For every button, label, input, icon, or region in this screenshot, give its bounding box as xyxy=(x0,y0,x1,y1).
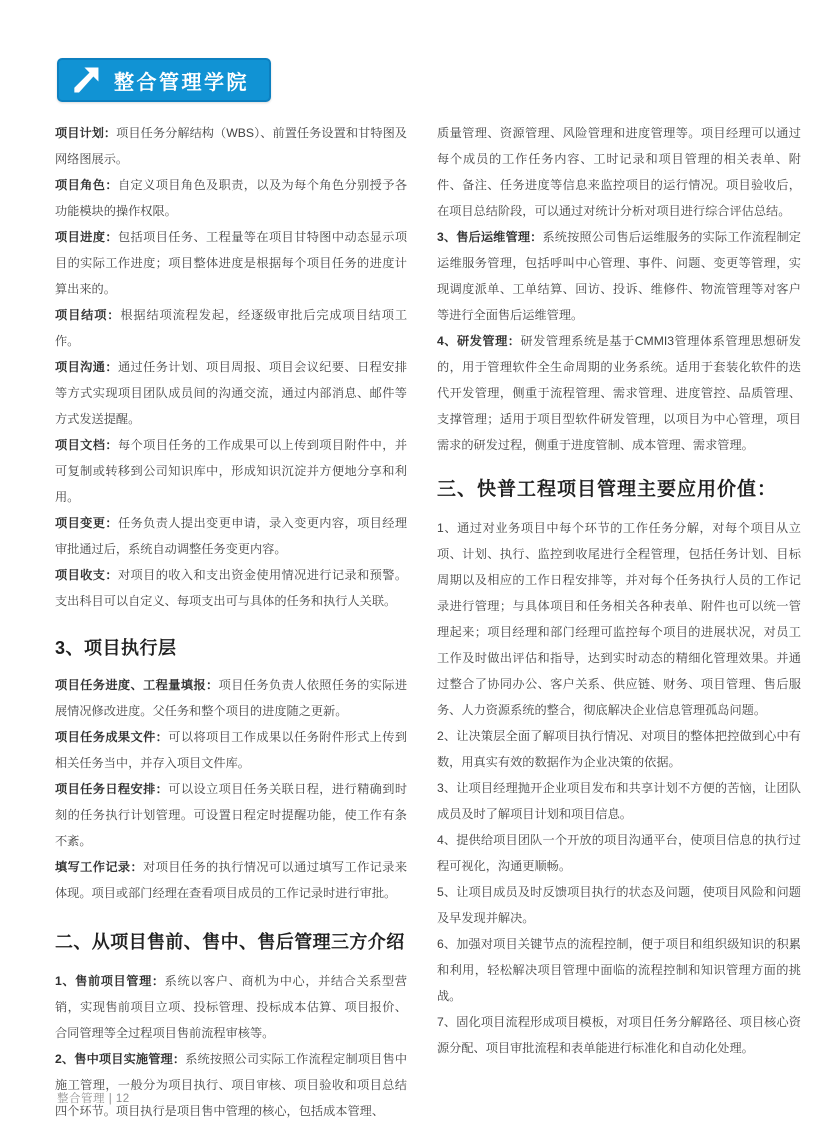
page-footer: 整合管理 | 12 xyxy=(57,1093,130,1105)
paragraph-text: 可以将项目工作成果以任务附件形式上传到相关任务当中，并存入项目文件库。 xyxy=(55,730,408,770)
paragraph-project-closeout xyxy=(55,302,407,354)
paragraph-label: 项目任务成果文件： xyxy=(55,730,169,744)
paragraph-text: 通过任务计划、项目周报、项目会议纪要、日程安排等方式实现项目团队成员间的沟通交流，通过内部消息、邮件等方式发送提醒。 xyxy=(55,360,408,426)
paragraph-text: 系统按照公司实际工作流程定制项目售中施工管理，一般分为项目执行、项目审核、项目验收和项目总结四个环节。项目执行是项目售中管理的核心，包括成本管理、 xyxy=(55,1052,408,1118)
brand-title: 整合管理学院 xyxy=(114,71,249,94)
paragraph-text: 每个项目任务的工作成果可以上传到项目附件中，并可复制或转移到公司知识库中，形成知识沉淀并方便地分享和利用。 xyxy=(55,438,408,504)
paragraph-label: 项目任务日程安排： xyxy=(55,782,169,796)
paragraph-text: 项目任务负责人依照任务的实际进展情况修改进度。父任务和整个项目的进度随之更新。 xyxy=(55,678,408,718)
paragraph-project-role xyxy=(55,172,407,224)
paragraph-label: 3、售后运维管理： xyxy=(437,230,543,244)
paragraph-label: 项目收支： xyxy=(55,568,118,582)
paragraph-label: 项目任务进度、工程量填报： xyxy=(55,678,219,692)
paragraph-project-change xyxy=(55,510,407,562)
paragraph-project-progress xyxy=(55,224,407,302)
paragraph-label: 2、售中项目实施管理： xyxy=(55,1052,186,1066)
paragraph-text: 项目任务分解结构（WBS）、前置任务设置和甘特图及网络图展示。 xyxy=(55,126,407,166)
paragraph-project-finance xyxy=(55,562,407,614)
paragraph-text: 自定义项目角色及职责，以及为每个角色分别授予各功能模块的操作权限。 xyxy=(55,178,408,218)
value-point-3: 3、让项目经理抛开企业项目发布和共享计划不方便的苦恼，让团队成员及时了解项目计划和项目信息。 xyxy=(437,781,801,821)
paragraph-text: 根据结项流程发起，经逐级审批后完成项目结项工作。 xyxy=(55,308,408,348)
paragraph-task-progress-report xyxy=(55,672,407,724)
paragraph-work-log xyxy=(55,854,407,906)
paragraph-project-communication xyxy=(55,354,407,432)
section-heading-execution-layer: 3、项目执行层 xyxy=(55,638,177,658)
paragraph-label: 项目沟通： xyxy=(55,360,118,374)
value-point-7: 7、固化项目流程形成项目模板，对项目任务分解路径、项目核心资源分配、项目审批流程和表单能进行标准化和自动化处理。 xyxy=(437,1015,801,1055)
paragraph-rnd-management xyxy=(437,328,801,458)
paragraph-aftersale-management xyxy=(437,224,801,328)
section-heading-sales-stages: 二、从项目售前、售中、售后管理三方介绍 xyxy=(55,932,405,952)
paragraph-project-plan xyxy=(55,120,407,172)
paragraph-text: 研发管理系统是基于CMMI3管理体系管理思想研发的，用于管理软件全生命周期的业务系统。适用于套装化软件的迭代开发管理，侧重于流程管理、需求管理、进度管控、品质管理、支撑管理；适用于项目型软件研发管理，以项目为中心管理，项目需求的研发过程，侧重于进度管制、成本管理、需求管理。 xyxy=(437,334,801,452)
value-point-1: 1、通过对业务项目中每个环节的工作任务分解，对每个项目从立项、计划、执行、监控到收尾进行全程管理，包括任务计划、目标周期以及相应的工作日程安排等，并对每个任务执行人员的工作记录进行管理；与具体项目和任务相关各种表单、附件也可以统一管理起来；项目经理和部门经理可监控每个项目的进展状况，对员工工作及时做出评估和指导，达到实时动态的精细化管理效果。并通过整合了协同办公、客户关系、供应链、财务、项目管理、售后服务、人力资源系统的整合，彻底解决企业信息管理孤岛问题。 xyxy=(437,521,801,717)
right-column xyxy=(437,120,801,1124)
left-column xyxy=(55,120,407,1124)
paragraph-label: 4、研发管理： xyxy=(437,334,521,348)
paragraph-midsale-management xyxy=(55,1046,407,1124)
paragraph-text: 可以设立项目任务关联日程，进行精确到时刻的任务执行计划管理。可设置日程定时提醒功能，使工作有条不紊。 xyxy=(55,782,408,848)
paragraph-text: 对项目的收入和支出资金使用情况进行记录和预警。支出科目可以自定义、每项支出可与具体的任务和执行人关联。 xyxy=(55,568,408,608)
paragraph-label: 项目角色： xyxy=(55,178,118,192)
value-point-5: 5、让项目成员及时反馈项目执行的状态及问题，使项目风险和问题及早发现并解决。 xyxy=(437,885,801,925)
paragraph-presale-management xyxy=(55,968,407,1046)
brand-banner xyxy=(57,58,271,102)
paragraph-label: 项目计划： xyxy=(55,126,117,140)
paragraph-text: 任务负责人提出变更申请，录入变更内容，项目经理审批通过后，系统自动调整任务变更内容。 xyxy=(55,516,408,556)
paragraph-label: 填写工作记录： xyxy=(55,860,144,874)
section-heading-application-value: 三、快普工程项目管理主要应用价值： xyxy=(437,479,778,500)
paragraph-label: 项目变更： xyxy=(55,516,118,530)
paragraph-task-deliverables xyxy=(55,724,407,776)
paragraph-text: 系统按照公司售后运维服务的实际工作流程制定运维服务管理，包括呼叫中心管理、事件、问题、变更等管理，实现调度派单、工单结算、回访、投诉、维修件、物流管理等对客户等进行全面售后运维管理。 xyxy=(437,230,801,322)
paragraph-text: 对项目任务的执行情况可以通过填写工作记录来体现。项目或部门经理在查看项目成员的工作记录时进行审批。 xyxy=(55,860,408,900)
value-point-2: 2、让决策层全面了解项目执行情况、对项目的整体把控做到心中有数，用真实有效的数据作为企业决策的依据。 xyxy=(437,729,801,769)
value-point-6: 6、加强对项目关键节点的流程控制，便于项目和组织级知识的积累和利用，轻松解决项目管理中面临的流程控制和知识管理方面的挑战。 xyxy=(437,937,801,1003)
paragraph-label: 项目文档： xyxy=(55,438,118,452)
arrow-up-right-icon xyxy=(71,65,101,95)
paragraph-text: 系统以客户、商机为中心，并结合关系型营销，实现售前项目立项、投标管理、投标成本估算、项目报价、合同管理等全过程项目售前流程审核等。 xyxy=(55,974,408,1040)
paragraph-project-documents xyxy=(55,432,407,510)
value-point-4: 4、提供给项目团队一个开放的项目沟通平台，使项目信息的执行过程可视化，沟通更顺畅。 xyxy=(437,833,801,873)
paragraph-label: 项目进度： xyxy=(55,230,118,244)
paragraph-text: 包括项目任务、工程量等在项目甘特图中动态显示项目的实际工作进度；项目整体进度是根据每个项目任务的进度计算出来的。 xyxy=(55,230,408,296)
paragraph-label: 项目结项： xyxy=(55,308,121,322)
paragraph-task-schedule xyxy=(55,776,407,854)
content-columns xyxy=(55,120,801,1124)
paragraph-midsale-continuation: 质量管理、资源管理、风险管理和进度管理等。项目经理可以通过每个成员的工作任务内容、工时记录和项目管理的相关表单、附件、备注、任务进度等信息来监控项目的运行情况。项目验收后，在项目总结阶段，可以通过对统计分析对项目进行综合评估总结。 xyxy=(437,126,801,218)
paragraph-label: 1、售前项目管理： xyxy=(55,974,165,988)
